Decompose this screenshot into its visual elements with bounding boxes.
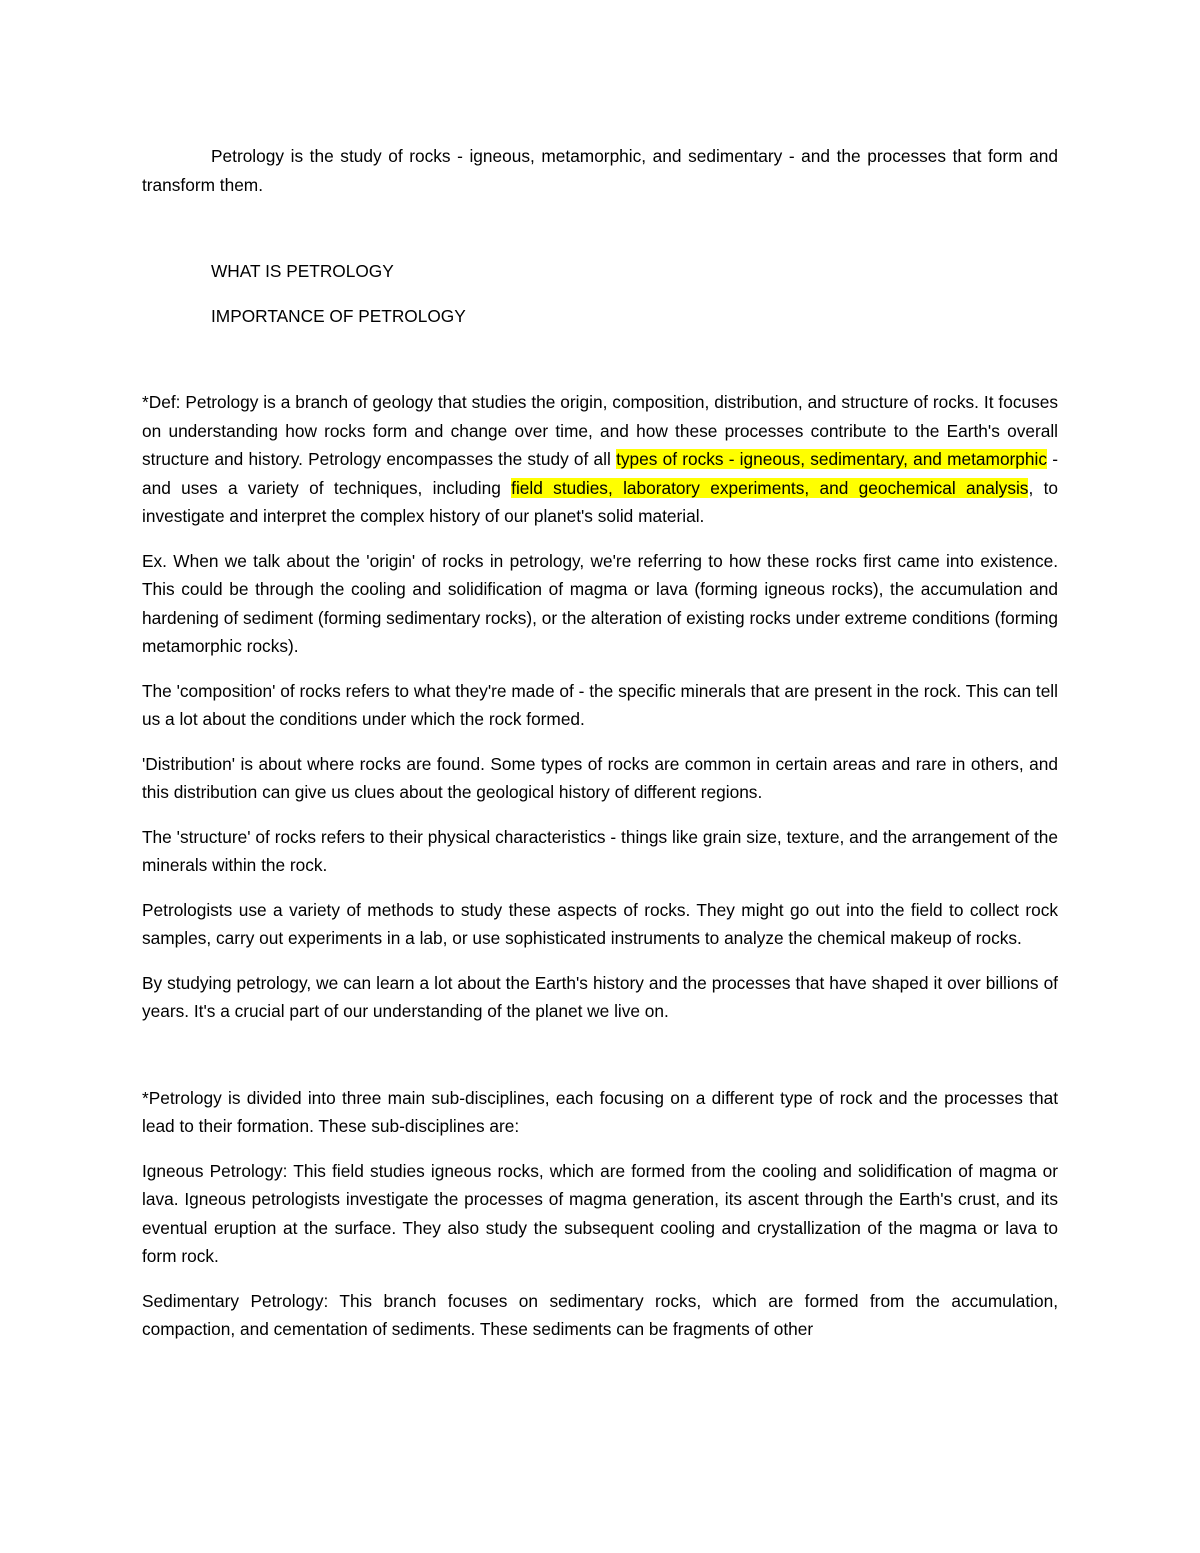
definition-text-3: , to investigate and interpret the complex history of our planet's solid material. — [142, 477, 1058, 526]
definition-text-2: - and uses a variety of techniques, including — [142, 449, 1058, 498]
igneous-petrology-paragraph: Igneous Petrology: This field studies igneous rocks, which are formed from the cooling and solidification of magma or lava. Igneous petrologists investigate the processes of magma generation, its ascent through the Earth's crust, and its eventual eruption at the surface. They also study the subsequent cooling and crystallization of the magma or lava to form rock. — [142, 1160, 1058, 1266]
composition-paragraph: The 'composition' of rocks refers to what they're made of - the specific minerals that are present in the rock. This can tell us a lot about the conditions under which the rock formed. — [142, 680, 1058, 729]
highlight-rock-types: types of rocks - igneous, sedimentary, and metamorphic — [616, 449, 1048, 469]
spacer — [142, 330, 1058, 388]
intro-paragraph: Petrology is the study of rocks - igneous, metamorphic, and sedimentary - and the processes that form and transform them. — [142, 146, 1058, 195]
spacer — [142, 1026, 1058, 1084]
origin-paragraph: Ex. When we talk about the 'origin' of rocks in petrology, we're referring to how these rocks first came into existence. This could be through the cooling and solidification of magma or lava (forming igneous rocks), the accumulation and hardening of sediment (forming sedimentary rocks), or the alteration of existing rocks under extreme conditions (forming metamorphic rocks). — [142, 550, 1058, 656]
distribution-paragraph: 'Distribution' is about where rocks are found. Some types of rocks are common in certain areas and rare in others, and this distribution can give us clues about the geological history of different regions. — [142, 753, 1058, 802]
highlight-techniques: field studies, laboratory experiments, and geochemical analysis — [511, 477, 1029, 498]
sedimentary-petrology-paragraph: Sedimentary Petrology: This branch focuses on sedimentary rocks, which are formed from the accumulation, compaction, and cementation of sediments. These sediments can be fragments of other — [142, 1290, 1058, 1339]
heading-importance-of-petrology: IMPORTANCE OF PETROLOGY — [211, 305, 466, 326]
conclusion-paragraph: By studying petrology, we can learn a lot about the Earth's history and the processes that have shaped it over billions of years. It's a crucial part of our understanding of the planet we live on. — [142, 972, 1058, 1021]
definition-paragraph — [142, 388, 1058, 531]
methods-paragraph: Petrologists use a variety of methods to study these aspects of rocks. They might go out into the field to collect rock samples, carry out experiments in a lab, or use sophisticated instruments to analyze the chemical makeup of rocks. — [142, 899, 1058, 948]
structure-paragraph: The 'structure' of rocks refers to their physical characteristics - things like grain size, texture, and the arrangement of the minerals within the rock. — [142, 826, 1058, 875]
definition-text-1: *Def: Petrology is a branch of geology that studies the origin, composition, distribution, and structure of rocks. It focuses on understanding how rocks form and change over time, and how these processes contribute to the Earth's overall structure and history. Petrology encompasses the study of all — [142, 392, 1058, 469]
heading-what-is-petrology: WHAT IS PETROLOGY — [211, 261, 394, 281]
subdisciplines-intro-paragraph: *Petrology is divided into three main sub-disciplines, each focusing on a different type of rock and the processes that lead to their formation. These sub-disciplines are: — [142, 1087, 1058, 1136]
spacer — [142, 199, 1058, 257]
document-body — [142, 142, 1058, 1344]
